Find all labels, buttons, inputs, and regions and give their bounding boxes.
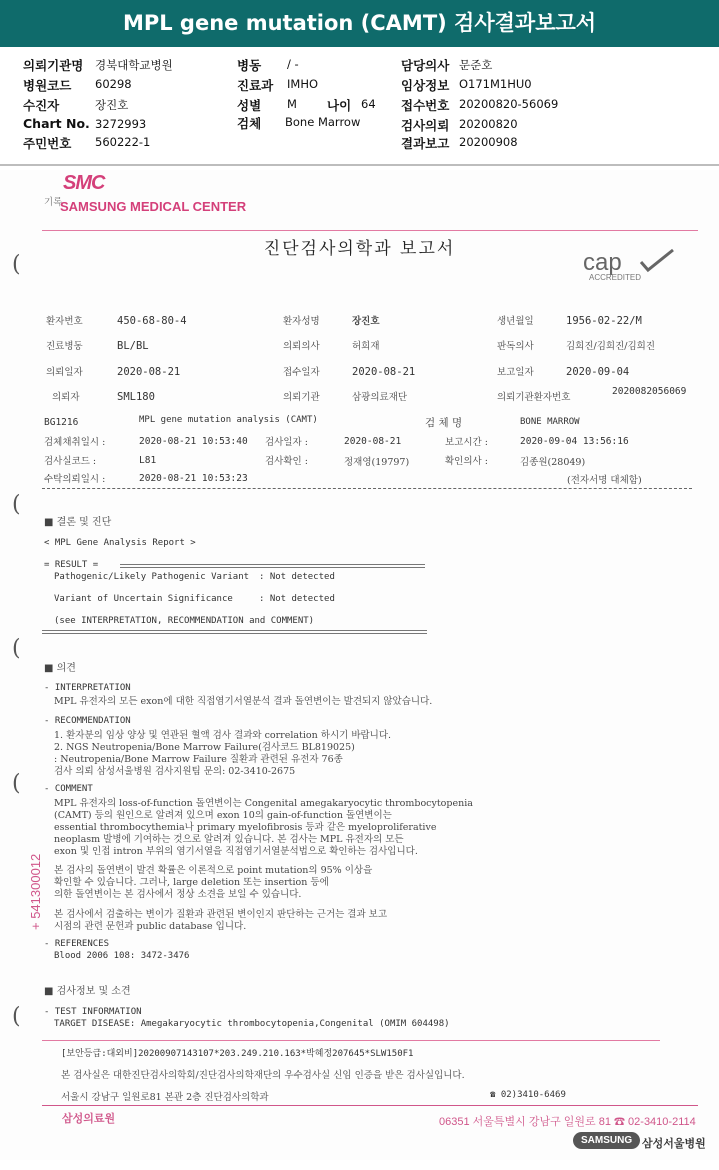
sex-label: 성별 [237, 98, 262, 113]
vertical-code: + 541300012 [28, 853, 43, 930]
resident-no-label: 주민번호 [23, 136, 72, 151]
security-line: [보안등급:대외비]20200907143107*203.249.210.163*박혜정207645*SLW150F1 [61, 1049, 414, 1059]
accession-label: 접수번호 [401, 98, 450, 113]
patient-no-value: 450-68-80-4 [117, 315, 187, 327]
comment-line: essential thrombocythemia나 primary myelofibrosis 등과 같은 myeloproliferative [54, 822, 437, 833]
comment-line: 확인할 수 있습니다. 그러나, large deletion 또는 insertion 등에 [54, 877, 329, 888]
hospital-code-label: 병원코드 [23, 78, 72, 93]
confirm-doctor-value: 김종원(28049) [520, 457, 586, 468]
chart-no-label: Chart No. [23, 116, 90, 131]
patient-value: 장진호 [95, 98, 129, 112]
ward-value-2: BL/BL [117, 340, 149, 352]
clinical-info-label: 임상정보 [401, 78, 450, 93]
reading-doctor-value: 김희진/김희진/김희진 [566, 341, 655, 352]
comment-line: neoplasm 발병에 기여하는 것으로 알려져 있습니다. 본 검사는 MPL 유전자의 모든 [54, 834, 404, 845]
clinical-info-value: O171M1HU0 [459, 77, 532, 91]
scan-bracket: ( [12, 771, 21, 796]
req-doctor-label: 의뢰의사 [283, 341, 320, 352]
footer-left-brand: 삼성의료원 [62, 1113, 116, 1125]
scan-bracket: ( [12, 1004, 21, 1029]
report-banner-title: MPL gene mutation (CAMT) 검사결과보고서 [0, 0, 719, 47]
address-line: 서울시 강남구 일원로81 본관 2층 진단검사의학과 [61, 1092, 269, 1103]
result-line1-label: Pathogenic/Likely Pathogenic Variant [54, 572, 250, 582]
result-footer-rule [42, 630, 427, 634]
doctor-value: 문준호 [459, 58, 493, 72]
lab-code-value: L81 [139, 455, 157, 466]
reading-doctor-label: 판독의사 [497, 341, 534, 352]
footer-address: 06351 서울특별시 강남구 일원로 81 ☎ 02-3410-2114 [439, 1116, 696, 1128]
result-see: (see INTERPRETATION, RECOMMENDATION and COMMENT) [54, 616, 315, 626]
section-opinion: ■ 의견 [44, 663, 76, 674]
dob-label: 생년월일 [497, 316, 534, 327]
age-value: 64 [361, 97, 376, 111]
comment-line: MPL 유전자의 loss-of-function 돌연변이는 Congenital amegakaryocytic thrombocytopenia [54, 798, 473, 809]
request-info-header [0, 50, 719, 166]
confirm-doctor-label: 확인의사 : [445, 456, 488, 467]
scan-bracket: ( [12, 492, 21, 517]
result-line2-value: : Not detected [259, 594, 335, 604]
patient-label: 수진자 [23, 98, 60, 113]
bottom-rule [42, 1105, 698, 1106]
inst-patient-no-label: 의뢰기관환자번호 [497, 392, 571, 403]
logo-prefix: 기록 [44, 197, 63, 208]
department-label: 진료과 [237, 78, 274, 93]
report-date-value: 2020-09-04 [566, 366, 630, 378]
result-line1-value: : Not detected [259, 572, 335, 582]
rec-title: - RECOMMENDATION [44, 716, 131, 726]
req-inst-value: 삼광의료재단 [352, 392, 408, 403]
samsung-medical-center-logo: SAMSUNG MEDICAL CENTER [60, 199, 247, 214]
patient-no-label: 환자번호 [46, 316, 83, 327]
rec-line: 검사 의뢰 삼성서울병원 검사지원팀 문의: 02-3410-2675 [54, 766, 296, 777]
testinfo-title: - TEST INFORMATION [44, 1007, 142, 1017]
request-date-label: 검사의뢰 [401, 118, 450, 133]
receive-label: 수탁의뢰일시 : [44, 474, 106, 485]
exam-date-label: 검사일자 : [265, 437, 308, 448]
header-divider [0, 164, 719, 166]
hospital-code-value: 60298 [95, 77, 132, 91]
footer-hospital: 삼성서울병원 [642, 1138, 706, 1150]
rcv-date-value: 2020-08-21 [352, 366, 416, 378]
ref-text: Blood 2006 108: 3472-3476 [54, 951, 190, 961]
scan-bracket: ( [12, 252, 21, 277]
doctor-label: 담당의사 [401, 58, 450, 73]
collect-label: 검체채취일시 : [44, 437, 106, 448]
smc-logo: SMC [63, 172, 105, 194]
rec-line: 1. 환자분의 임상 양상 및 연관된 혈액 검사 결과와 correlation 하시기 바랍니다. [54, 730, 392, 741]
section-testinfo: ■ 검사정보 및 소견 [44, 986, 131, 997]
lab-code-label: 검사실코드 : [44, 456, 97, 467]
requester-value: SML180 [117, 391, 155, 403]
collect-value: 2020-08-21 10:53:40 [139, 436, 248, 447]
report-date-label: 보고일자 [497, 367, 534, 378]
req-date-label: 의뢰일자 [46, 367, 83, 378]
accredited-text: ACCREDITED [589, 273, 642, 282]
comment-line: 의한 돌연변이는 본 검사에서 정상 소견을 보일 수 있습니다. [54, 889, 302, 900]
specimen-value: Bone Marrow [285, 115, 361, 129]
patient-name-value: 장진호 [352, 316, 380, 327]
result-date-value: 20200908 [459, 135, 518, 149]
req-doctor-value: 허희재 [352, 341, 380, 352]
comment-title: - COMMENT [44, 784, 93, 794]
specimen-name-label: 검 체 명 [425, 417, 463, 429]
phone-line: ☎ 02)3410-6469 [490, 1090, 566, 1100]
rec-line: : Neutropenia/Bone Marrow Failure 질환과 관련된 유전자 76종 [54, 754, 343, 765]
comment-line: 시점의 관련 문헌과 public database 입니다. [54, 921, 247, 932]
result-line2-label: Variant of Uncertain Significance [54, 594, 233, 604]
institution-value: 경북대학교병원 [95, 58, 173, 72]
result-header: = RESULT = [44, 560, 99, 570]
ward-value: / - [287, 57, 299, 71]
cap-text: cap [583, 249, 622, 276]
req-inst-label: 의뢰기관 [283, 392, 320, 403]
ward-label: 병동 [237, 58, 262, 73]
scan-bracket: ( [12, 636, 21, 661]
institution-label: 의뢰기관명 [23, 58, 84, 73]
rcv-date-label: 접수일자 [283, 367, 320, 378]
comment-line: 본 검사에서 검출하는 변이가 질환과 관련된 변이인지 판단하는 근거는 결과 보고 [54, 909, 388, 920]
sex-value: M [287, 97, 297, 111]
report-time-label: 보고시간 : [445, 437, 488, 448]
comment-line: exon 및 인접 intron 부위의 염기서열을 직접염기서열분석법으로 확인하는 검사입니다. [54, 846, 418, 857]
result-header-rule [120, 564, 425, 568]
requester-label: 의뢰자 [52, 392, 80, 403]
result-date-label: 결과보고 [401, 136, 450, 151]
department-value: IMHO [287, 77, 319, 91]
dob-value: 1956-02-22/M [566, 315, 642, 327]
chart-no-value: 3272993 [95, 117, 147, 131]
test-name: MPL gene mutation analysis (CAMT) [139, 415, 318, 425]
comment-line: 본 검사의 돌연변이 발견 확률은 이론적으로 point mutation의 95% 이상을 [54, 865, 373, 876]
interp-text: MPL 유전자의 모든 exon에 대한 직접염기서열분석 결과 돌연변이는 발견되지 않았습니다. [54, 696, 433, 707]
confirm-label: 검사확인 : [265, 456, 308, 467]
ref-title: - REFERENCES [44, 939, 110, 949]
patient-name-label: 환자성명 [283, 316, 320, 327]
test-code: BG1216 [44, 417, 79, 428]
scanned-report [0, 170, 719, 1160]
confirm-value: 정재영(19797) [344, 457, 410, 468]
comment-line: (CAMT) 등의 원인으로 알려져 있으며 exon 10의 gain-of-function 돌연변이는 [54, 810, 392, 821]
specimen-label: 검체 [237, 116, 262, 131]
ward-label-2: 진료병동 [46, 341, 83, 352]
age-label: 나이 [327, 98, 352, 113]
dotted-divider [42, 488, 692, 489]
resident-no-value: 560222-1 [95, 135, 151, 149]
rec-line: 2. NGS Neutropenia/Bone Marrow Failure(검사코드 BL819025) [54, 742, 355, 753]
specimen-name-value: BONE MARROW [520, 417, 580, 427]
section-conclusion: ■ 결론 및 진단 [44, 517, 112, 528]
analysis-title: < MPL Gene Analysis Report > [44, 538, 196, 548]
report-time-value: 2020-09-04 13:56:16 [520, 436, 629, 447]
report-title: 진단검사의학과 보고서 [263, 239, 456, 259]
inst-patient-no-value: 2020082056069 [612, 386, 687, 397]
esign-note: (전자서명 대체함) [567, 475, 642, 486]
exam-date-value: 2020-08-21 [344, 436, 402, 447]
samsung-logo: SAMSUNG [573, 1132, 640, 1149]
request-date-value: 20200820 [459, 117, 518, 131]
cert-line: 본 검사실은 대한진단검사의학회/진단검사의학재단의 우수검사실 신임 인증을 받은 검사실입니다. [61, 1070, 465, 1081]
interp-title: - INTERPRETATION [44, 683, 131, 693]
footer-rule [42, 1040, 660, 1041]
accession-value: 20200820-56069 [459, 97, 559, 111]
receive-value: 2020-08-21 10:53:23 [139, 473, 248, 484]
req-date-value: 2020-08-21 [117, 366, 181, 378]
testinfo-text: TARGET DISEASE: Amegakaryocytic thrombocytopenia,Congenital (OMIM 604498) [54, 1019, 450, 1029]
title-rule [42, 230, 698, 231]
cap-accredited-logo [583, 248, 678, 286]
